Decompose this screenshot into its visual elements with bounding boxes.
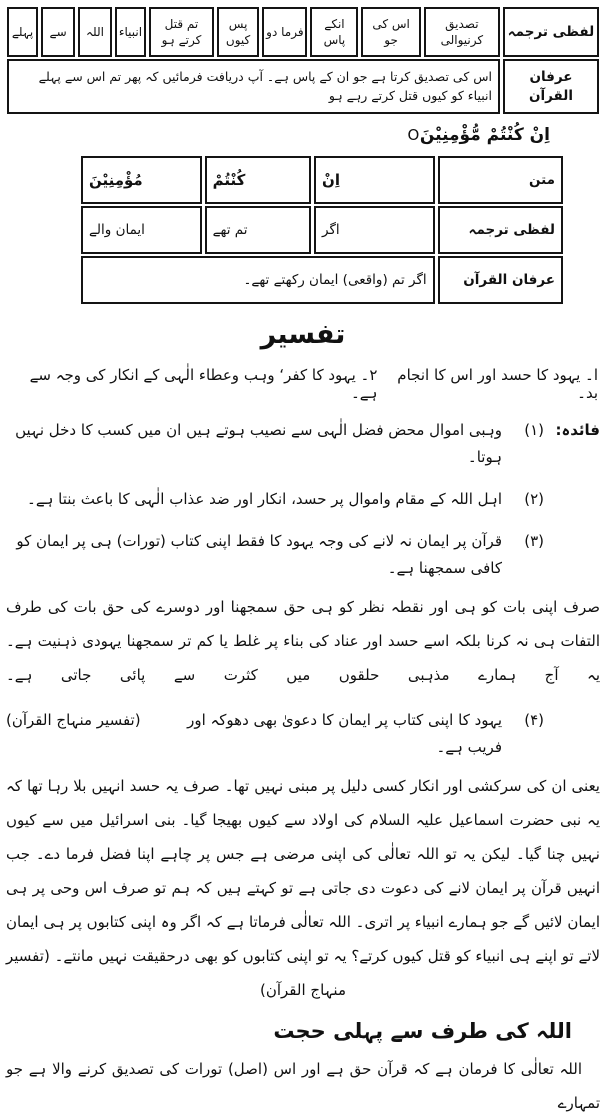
literal-word: اگر [314,206,435,254]
row-label-lafzi-tarjuma: لفظی ترجمہ [503,7,599,57]
point-text: یہود کا اپنی کتاب پر ایمان کا دعویٰ بھی دھوکہ اور فریب ہے۔ [187,710,502,756]
section-heading-hujjat: اللہ کی طرف سے پہلی حجت [273,1018,572,1043]
ayah-end-marker: O [407,125,420,144]
faida-point-row [6,486,600,513]
tafsir-summary-points [8,366,598,402]
word-cell: تم قتل کرتے ہو [149,7,214,57]
matn-word: كُنْتُمْ [205,156,311,204]
word-cell: سے [41,7,75,57]
word-cell: اللہ [78,7,112,57]
word-cell: انبیاء [115,7,146,57]
point-number: (۱) [524,420,544,439]
matn-word: اِنْ [314,156,435,204]
faida-label: فائدہ: [555,420,600,439]
summary-point-1: ا۔ یہود کا حسد اور اس کا انجام بد۔ [397,365,598,402]
literal-word: تم تھے [205,206,311,254]
row-label-irfan-ul-quran: عرفان القرآن [438,256,563,304]
point-number: (۳) [524,531,544,550]
word-cell: فرما دو [262,7,307,57]
word-cell: پس کیوں [217,7,259,57]
irfan-translation-text: اگر تم (واقعی) ایمان رکھتے تھے۔ [81,256,435,304]
literal-translation-row [7,7,599,57]
word-by-word-table [4,5,602,116]
faida-point-row [6,707,600,761]
commentary-paragraph: یعنی ان کی سرکشی اور انکار کسی دلیل پر مبنی نہیں تھا۔ صرف یہ حسد انہیں بلا رہا تھا کہ یہ نبی حضرت اسماعیل علیہ السلام کی اولاد سے کیوں بھیجا گیا۔ بنی اسرائیل میں سے کیوں نہیں چنا گیا۔ لیکن یہ تو اللہ تعالٰی کی اپنی مرضی ہے جس پر چاہے اپنا فضل فرما دے۔ جب انہیں قرآن پر ایمان لانے کی دعوت دی جاتی ہے تو کہتے ہیں کہ ہم تو صرف اس وحی پر ہی ایمان لائیں گے جو ہمارے انبیاء پر اتری۔ اللہ تعالٰی فرماتا ہے کہ اگر وہ اپنی کتابوں پر ہی ایمان لاتے تو اپنے ہی انبیاء کو قتل کیوں کرتے؟ یہ تو اپنی کتابوں کو بھی درحقیقت نہیں مانتے۔ (تفسیر منہاج القرآن) [6,776,600,999]
literal-row [81,206,563,254]
word-cell: انکے پاس [310,7,358,57]
literal-word: ایمان والے [81,206,202,254]
point-number: (۲) [524,489,544,508]
point-text: قرآن پر ایمان نہ لانے کی وجہ یہود کا فقط اپنی کتاب (تورات) ہی پر ایمان کو کافی سمجھنا ہے۔ [16,531,502,577]
row-label-lafzi-tarjuma: لفظی ترجمہ [438,206,563,254]
row-label-irfan-ul-quran: عرفان القرآن [503,59,599,113]
source-reference: (تفسیر منہاج القرآن) [6,710,141,729]
point-text: وہبی اموال محض فضل الٰہی سے نصیب ہوتے ہیں ان میں کسب کا دخل نہیں ہوتا۔ [15,420,502,466]
arabic-verse-line [4,125,550,145]
word-cell: پہلے [7,7,38,57]
point-text: اہل اللہ کے مقام واموال پر حسد، انکار اور ضد عذاب الٰہی کا باعث بنتا ہے۔ [27,489,502,508]
commentary-paragraph: صرف اپنی بات کو ہی اور نقطہ نظر کو ہی حق سمجھنا اور دوسرے کی حق بات کی طرف التفات ہی نہ کرنا بلکہ اسے حسد اور عناد کی بناء پر غلط یا کم تر سمجھنا یہودی ذہنیت ہے۔ یہ آج ہمارے مذہبی حلقوں میں کثرت سے پائی جاتی ہے۔ [6,597,600,684]
matn-word: مُؤْمِنِيْنَ [81,156,202,204]
section-first-line: اللہ تعالٰی کا فرمان ہے کہ قرآن حق ہے اور اس (اصل) تورات کی تصدیق کرنے والا ہے جو تمہارے [6,1059,600,1112]
irfan-row [81,256,563,304]
summary-point-2: ۲۔ یہود کا کفر‘ وہب وعطاء الٰہی کے انکار کی وجہ سے ہے۔ [29,365,378,402]
word-cell: تصدیق کرنیوالی [424,7,500,57]
irfan-translation-text: اس کی تصدیق کرتا ہے جو ان کے پاس ہے۔ آپ دریافت فرمائیں کہ پھر تم اس سے پہلے انبیاء کو کیوں قتل کرتے رہے ہو [7,59,500,113]
matn-row [81,156,563,204]
irfan-ul-quran-row [7,59,599,113]
faida-point-row [6,417,600,471]
tafsir-heading: تفسیر [260,318,346,350]
matn-table [78,154,566,306]
word-cell: اس کی جو [361,7,420,57]
faida-point-row [6,528,600,582]
point-number: (۴) [524,710,544,729]
row-label-matn: متن [438,156,563,204]
verse-text: اِنْ كُنْتُمْ مُّؤْمِنِيْنَ [419,124,550,145]
